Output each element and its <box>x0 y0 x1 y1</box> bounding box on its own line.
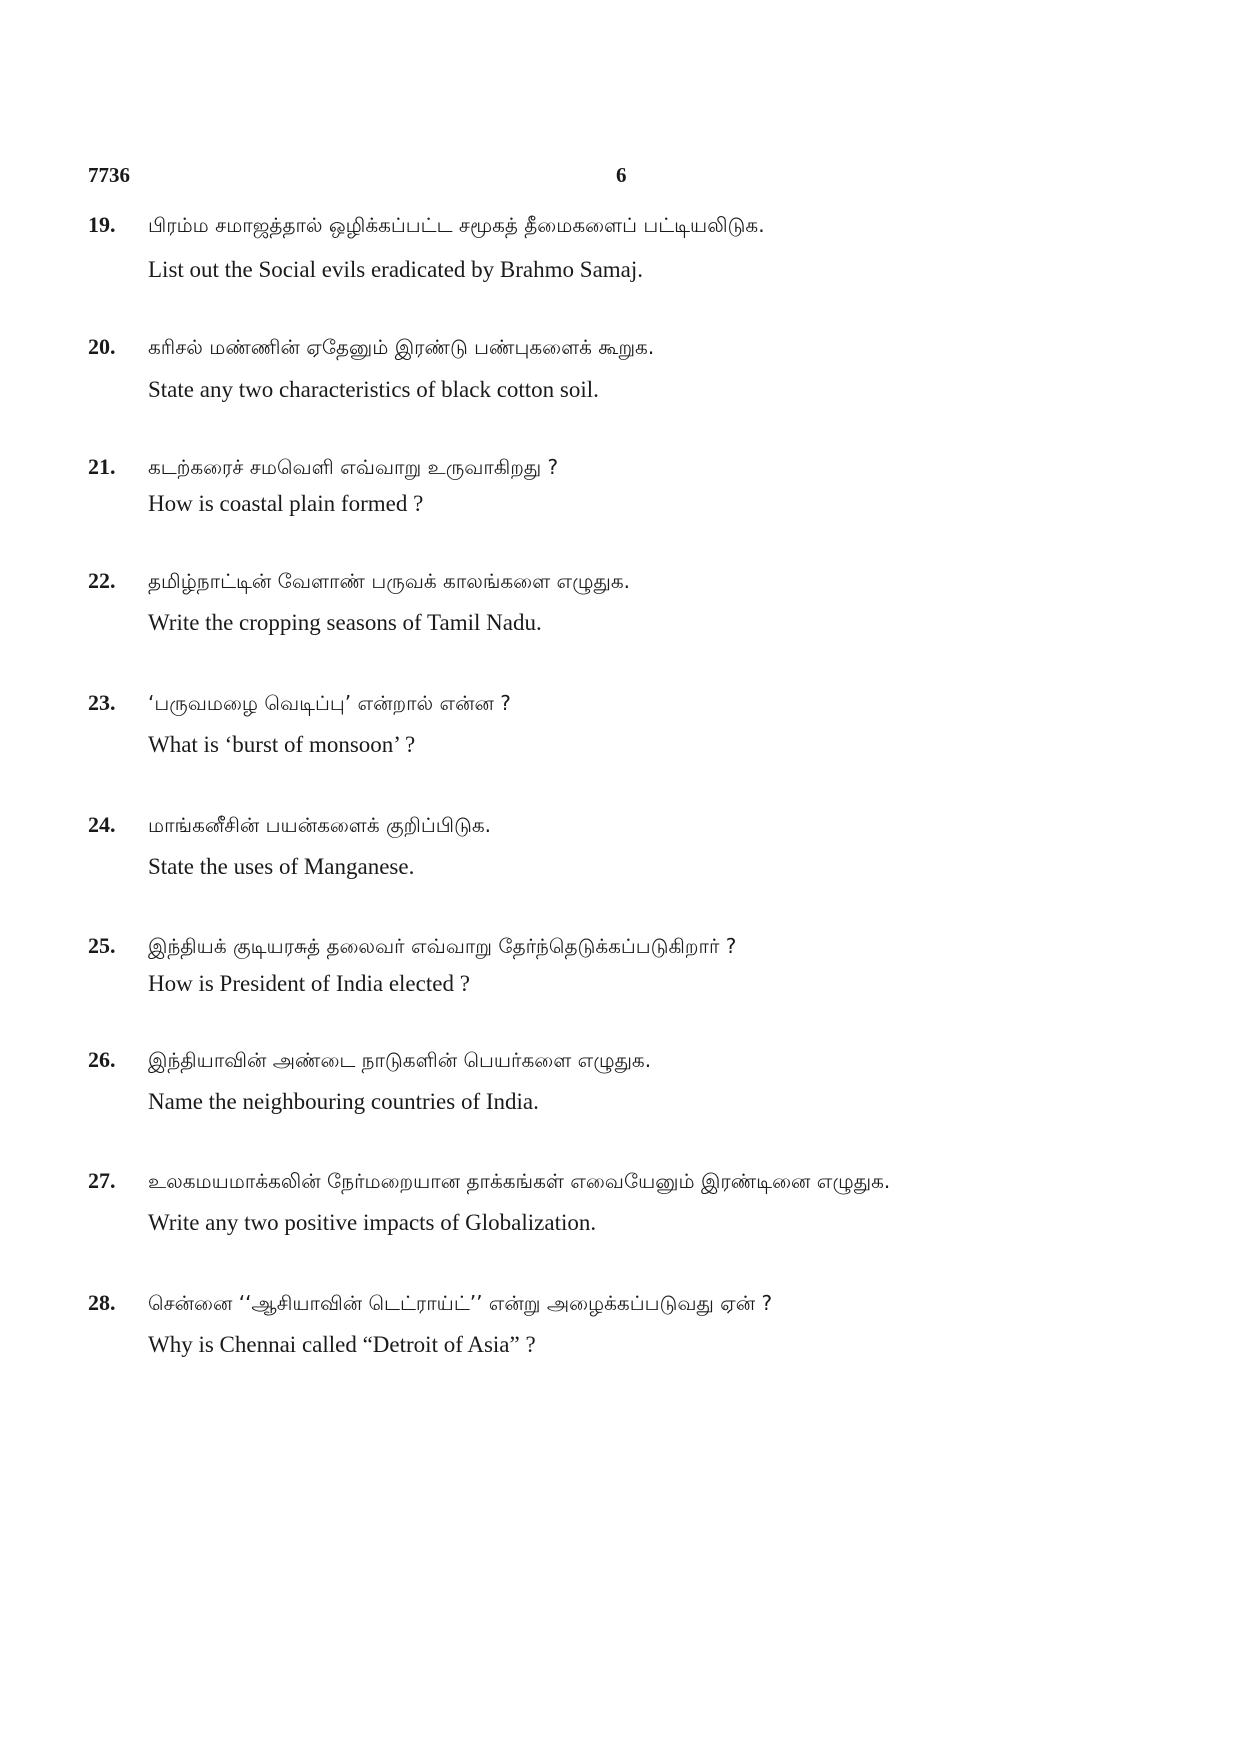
question-number: 22. <box>88 568 116 593</box>
question-text-tamil: கரிசல் மண்ணின் ஏதேனும் இரண்டு பண்புகளைக் கூறுக. <box>148 335 655 359</box>
question-text-english: Write any two positive impacts of Globalization. <box>148 1210 597 1235</box>
question-text-tamil: மாங்கனீசின் பயன்களைக் குறிப்பிடுக. <box>148 813 491 837</box>
question-text-english: State any two characteristics of black cotton soil. <box>148 377 599 402</box>
question-text-tamil: ‘பருவமழை வெடிப்பு’ என்றால் என்ன ? <box>148 691 511 715</box>
paper-code: 7736 <box>88 163 130 187</box>
question-number: 26. <box>88 1047 116 1072</box>
question-text-english: How is coastal plain formed ? <box>148 491 424 516</box>
question-text-english: State the uses of Manganese. <box>148 854 415 879</box>
question-text-english: Write the cropping seasons of Tamil Nadu. <box>148 610 542 635</box>
page-header <box>88 163 1152 193</box>
question-text-tamil: இந்தியாவின் அண்டை நாடுகளின் பெயர்களை எழுதுக. <box>148 1048 652 1072</box>
question-text-tamil: பிரம்ம சமாஜத்தால் ஒழிக்கப்பட்ட சமூகத் தீமைகளைப் பட்டியலிடுக. <box>148 213 765 237</box>
question-number: 23. <box>88 690 116 715</box>
question-number: 27. <box>88 1168 116 1193</box>
question-text-english: How is President of India elected ? <box>148 971 470 996</box>
question-number: 25. <box>88 933 116 958</box>
question-number: 19. <box>88 212 116 237</box>
question-number: 21. <box>88 454 116 479</box>
question-text-tamil: தமிழ்நாட்டின் வேளாண் பருவக் காலங்களை எழுதுக. <box>148 569 630 593</box>
question-text-english: What is ‘burst of monsoon’ ? <box>148 732 416 757</box>
question-number: 24. <box>88 812 116 837</box>
question-text-tamil: உலகமயமாக்கலின் நேர்மறையான தாக்கங்கள் எவையேனும் இரண்டினை எழுதுக. <box>148 1169 891 1193</box>
page-number: 6 <box>616 163 627 187</box>
question-text-tamil: சென்னை ‘‘ஆசியாவின் டெட்ராய்ட்’’ என்று அழைக்கப்படுவது ஏன் ? <box>148 1291 773 1315</box>
question-number: 20. <box>88 334 116 359</box>
question-text-english: List out the Social evils eradicated by Brahmo Samaj. <box>148 257 644 282</box>
question-text-english: Why is Chennai called “Detroit of Asia” ? <box>148 1332 536 1357</box>
question-text-tamil: கடற்கரைச் சமவெளி எவ்வாறு உருவாகிறது ? <box>148 455 559 479</box>
question-number: 28. <box>88 1290 116 1315</box>
question-text-tamil: இந்தியக் குடியரசுத் தலைவர் எவ்வாறு தேர்ந்தெடுக்கப்படுகிறார் ? <box>148 934 737 958</box>
question-text-english: Name the neighbouring countries of India. <box>148 1089 539 1114</box>
